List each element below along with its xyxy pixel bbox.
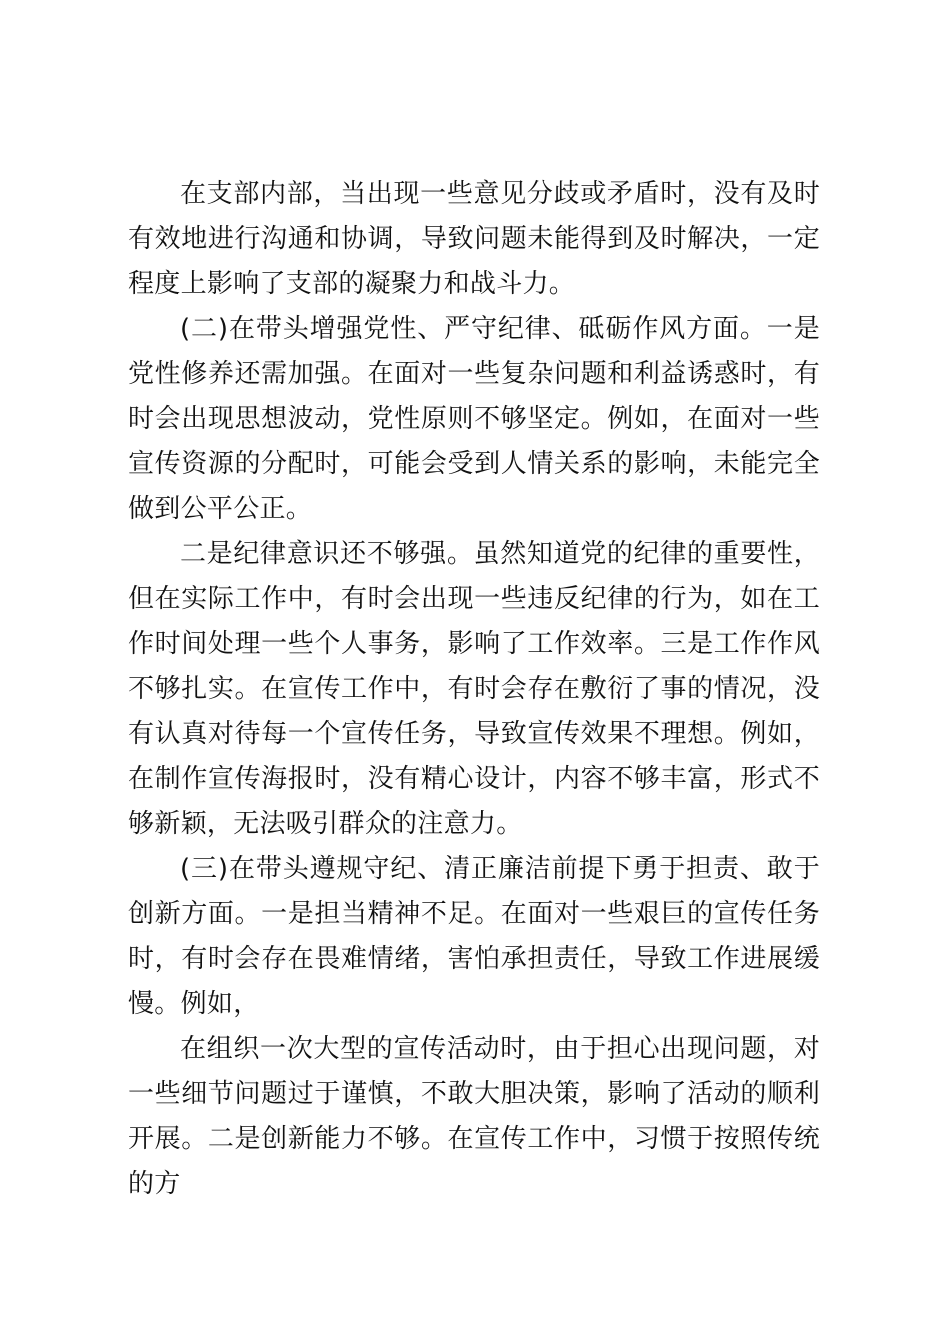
paragraph-2: (二)在带头增强党性、严守纪律、砥砺作风方面。一是党性修养还需加强。在面对一些复杂问题和利益诱惑时，有时会出现思想波动，党性原则不够坚定。例如，在面对一些宣传资源的分配时，可能会受到人情关系的影响，未能完全做到公平公正。 bbox=[128, 314, 820, 524]
paragraph-5: 在组织一次大型的宣传活动时，由于担心出现问题，对一些细节问题过于谨慎，不敢大胆决策，影响了活动的顺利开展。二是创新能力不够。在宣传工作中，习惯于按照传统的方 bbox=[128, 1034, 820, 1199]
paragraph-4: (三)在带头遵规守纪、清正廉洁前提下勇于担责、敢于创新方面。一是担当精神不足。在面对一些艰巨的宣传任务时，有时会存在畏难情绪，害怕承担责任，导致工作进展缓慢。例如， bbox=[128, 854, 820, 1019]
paragraph-1: 在支部内部，当出现一些意见分歧或矛盾时，没有及时有效地进行沟通和协调，导致问题未能得到及时解决，一定程度上影响了支部的凝聚力和战斗力。 bbox=[128, 179, 820, 299]
document-body bbox=[128, 172, 820, 1207]
paragraph-3: 二是纪律意识还不够强。虽然知道党的纪律的重要性，但在实际工作中，有时会出现一些违反纪律的行为，如在工作时间处理一些个人事务，影响了工作效率。三是工作作风不够扎实。在宣传工作中，有时会存在敷衍了事的情况，没有认真对待每一个宣传任务，导致宣传效果不理想。例如，在制作宣传海报时，没有精心设计，内容不够丰富，形式不够新颖，无法吸引群众的注意力。 bbox=[128, 539, 820, 839]
